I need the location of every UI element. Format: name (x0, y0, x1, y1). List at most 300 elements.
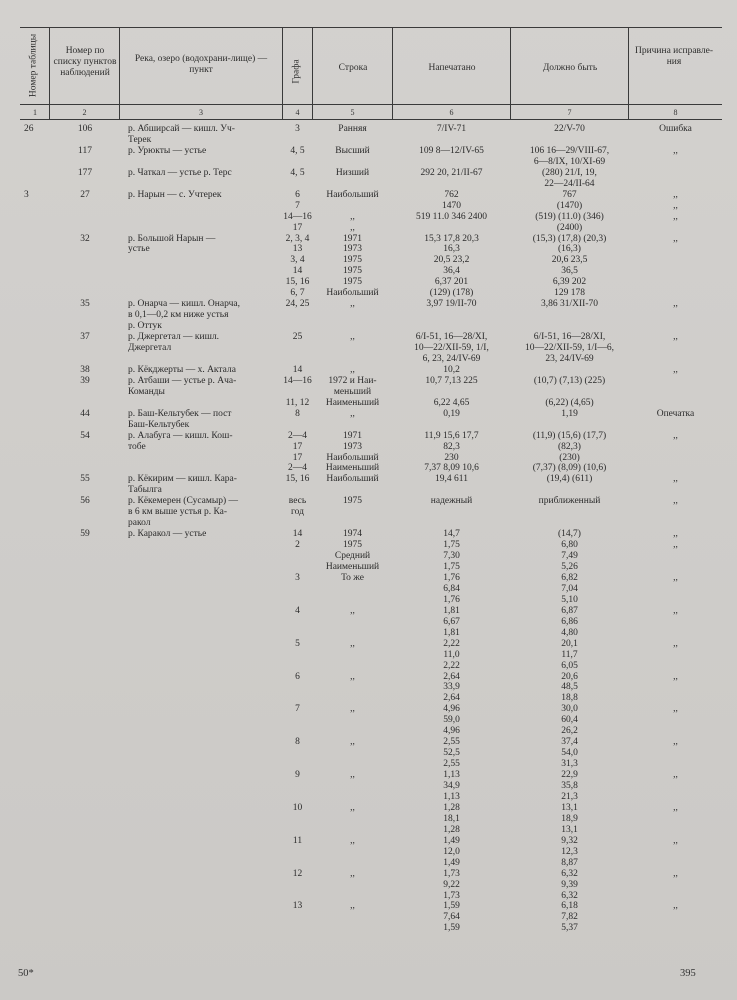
col-number: 4 (295, 108, 300, 117)
table-cell: 3 (295, 572, 300, 583)
table-cell: 14,7 (443, 529, 460, 540)
table-cell: Баш-Кельтубек (128, 419, 190, 430)
table-cell: р. Кёкджерты — х. Актала (128, 364, 236, 375)
header-point-number: Номер по списку пунктов наблюдений (53, 46, 117, 78)
table-cell: ,, (673, 430, 678, 441)
header-should-be: Должно быть (542, 63, 598, 73)
table-cell: 109 8—12/IV-65 (419, 145, 484, 156)
table-cell: 1,76 (443, 572, 460, 583)
table-cell: 767 (562, 189, 577, 200)
table-cell: 10—22/XII-59, 1/I—6, (525, 343, 614, 353)
table-cell: 10,2 (443, 364, 460, 375)
table-cell: 1,59 (443, 923, 460, 934)
table-cell: (230) (559, 452, 580, 463)
table-cell: 52,5 (443, 748, 460, 759)
table-cell: Терек (128, 134, 152, 145)
col-divider (312, 28, 313, 120)
table-cell: ,, (673, 233, 678, 244)
table-cell: 6,86 (561, 616, 578, 627)
table-cell: 1,49 (443, 857, 460, 868)
table-cell: 1,13 (443, 791, 460, 802)
table-cell: 34,9 (443, 781, 460, 791)
table-cell: 7,30 (443, 551, 460, 562)
table-cell: Команды (128, 386, 165, 397)
table-cell: 2,22 (443, 660, 460, 671)
header-row: Строка (338, 63, 368, 73)
header-table-number: Номер таблицы (28, 33, 39, 98)
header-column: Графа (291, 59, 302, 84)
table-cell: ,, (673, 638, 678, 649)
table-cell: ракол (128, 518, 151, 529)
table-cell: 106 (77, 124, 93, 134)
table-cell: 17 (292, 441, 303, 452)
table-cell: 54,0 (561, 748, 578, 759)
table-cell: ,, (350, 802, 355, 813)
table-cell: р. Баш-Кельтубек — пост (128, 408, 232, 419)
table-cell: ,, (350, 868, 355, 879)
table-cell: 13,1 (561, 824, 578, 835)
table-cell: ,, (350, 364, 355, 375)
table-cell: 35,8 (561, 781, 578, 791)
table-cell: 10 (292, 802, 303, 813)
table-cell: р. Алабуга — кишл. Кош- (128, 430, 233, 441)
table-cell: 4, 5 (290, 145, 305, 156)
numbers-rule (20, 119, 722, 120)
table-cell: 9,22 (443, 879, 460, 890)
col-divider (119, 28, 120, 120)
table-cell: 6 (295, 671, 300, 682)
table-cell: 2,64 (443, 671, 460, 682)
table-cell: 6 (295, 189, 300, 200)
col-divider (510, 28, 511, 120)
table-cell: 7 (295, 200, 300, 211)
col-number: 1 (33, 108, 37, 117)
table-cell: 17 (292, 222, 303, 233)
table-cell: Низший (335, 167, 370, 178)
table-cell: 1972 и Наи- (328, 375, 377, 386)
table-cell: 6, 7 (290, 288, 305, 299)
table-cell: (10,7) (7,13) (225) (533, 375, 606, 386)
table-cell: ,, (350, 408, 355, 419)
table-cell: 60,4 (561, 715, 578, 726)
table-cell: 26,2 (561, 726, 578, 737)
table-cell: 44 (80, 408, 90, 419)
table-cell: 2,55 (443, 759, 460, 770)
table-cell: 6,32 (561, 890, 578, 901)
table-cell: устье (128, 244, 150, 255)
col-number: 7 (567, 108, 572, 117)
table-cell: ,, (673, 901, 678, 912)
table-cell: меньший (333, 386, 372, 397)
table-cell: 2, 3, 4 (285, 233, 310, 244)
table-cell: 24, 25 (285, 299, 310, 310)
table-cell: 18,1 (443, 813, 460, 824)
table-cell: 1974 (343, 529, 362, 540)
table-cell: ,, (673, 868, 678, 879)
table-cell: 14—16 (283, 375, 312, 386)
table-cell: 2,55 (443, 737, 460, 748)
table-cell: 2—4 (288, 463, 307, 474)
table-cell: (82,3) (558, 441, 581, 452)
table-cell: 11,7 (561, 649, 578, 660)
table-cell: 12,3 (561, 846, 578, 857)
table-cell: 0,19 (443, 408, 460, 419)
table-cell: ,, (350, 332, 355, 343)
table-cell: 9,32 (561, 835, 578, 846)
table-cell: (16,3) (558, 244, 581, 255)
table-cell: Табылга (128, 485, 162, 496)
table-cell: 59 (80, 529, 90, 540)
table-cell: 8 (295, 737, 300, 748)
table-cell: 37 (80, 332, 90, 343)
page-number: 395 (680, 968, 696, 979)
table-cell: То же (341, 572, 364, 583)
table-cell: р. Абширсай — кишл. Уч- (128, 124, 235, 134)
table-cell: 6,39 202 (552, 277, 587, 288)
table-cell: р. Кёкирим — кишл. Кара- (128, 474, 237, 485)
table-cell: р. Джергетал — кишл. (128, 332, 220, 343)
table-cell: 6,32 (561, 868, 578, 879)
table-cell: ,, (673, 145, 678, 156)
table-cell: 6/I-51, 16—28/XI, (533, 332, 606, 343)
header-reason: Причина исправле-ния (634, 46, 714, 67)
table-cell: 8,87 (561, 857, 578, 868)
table-cell: 13 (292, 901, 303, 912)
table-cell: надежный (430, 496, 473, 507)
table-cell: р. Нарын — с. Учтерек (128, 189, 222, 200)
table-cell: 6,22 4,65 (433, 397, 470, 408)
table-cell: (2400) (556, 222, 583, 233)
table-cell: ,, (673, 529, 678, 540)
table-cell: Ошибка (659, 124, 692, 134)
table-cell: 2 (295, 540, 300, 551)
table-cell: ,, (673, 572, 678, 583)
table-cell: ,, (673, 200, 678, 211)
table-cell: ,, (350, 901, 355, 912)
table-cell: 15, 16 (285, 474, 310, 485)
table-cell: (11,9) (15,6) (17,7) (532, 430, 607, 441)
table-cell: ,, (673, 211, 678, 222)
table-cell: 1,81 (443, 605, 460, 616)
table-cell: р. Оттук (128, 321, 162, 332)
table-cell: 14 (292, 529, 303, 540)
table-cell: 1,49 (443, 835, 460, 846)
table-cell: 1973 (343, 441, 362, 452)
table-cell: р. Кёкемерен (Сусамыр) — (128, 496, 239, 507)
col-divider (49, 28, 50, 120)
col-divider (628, 28, 629, 120)
table-cell: 10,7 7,13 225 (425, 375, 478, 386)
table-cell: ,, (350, 222, 355, 233)
table-cell: 1975 (343, 496, 362, 507)
table-cell: 32 (80, 233, 90, 244)
table-cell: 35 (80, 299, 90, 310)
table-cell: ,, (673, 332, 678, 343)
table-cell: 106 16—29/VIII-67, (529, 145, 610, 156)
table-cell: 6,67 (443, 616, 460, 627)
table-cell: 26 (24, 124, 34, 134)
table-cell: 22—24/II-64 (544, 178, 595, 189)
table-cell: Средний (334, 551, 371, 562)
table-cell: весь (288, 496, 307, 507)
table-cell: 11,9 15,6 17,7 (424, 430, 479, 441)
table-cell: 14 (292, 266, 303, 277)
table-cell: 37,4 (561, 737, 578, 748)
table-cell: 20,6 23,5 (551, 255, 588, 266)
table-cell: 22/V-70 (554, 124, 585, 134)
table-cell: 5,26 (561, 562, 578, 572)
table-cell: 1,76 (443, 594, 460, 605)
table-cell: ,, (673, 540, 678, 551)
table-cell: Наименьший (325, 463, 380, 474)
table-cell: 1,19 (561, 408, 578, 419)
table-cell: Наибольший (326, 452, 379, 463)
col-number: 5 (350, 108, 355, 117)
table-cell: 762 (444, 189, 459, 200)
table-cell: 2—4 (288, 430, 307, 441)
table-cell: 3 (24, 189, 29, 200)
table-cell: 1975 (343, 255, 362, 266)
table-cell: Наименьший (325, 562, 380, 572)
table-cell: Ранняя (338, 124, 367, 134)
table-cell: 20,6 (561, 671, 578, 682)
table-cell: 38 (80, 364, 90, 375)
table-cell: 519 11.0 346 2400 (416, 211, 487, 222)
table-cell: 7,64 (443, 912, 460, 923)
table-cell: р. Большой Нарын — (128, 233, 216, 244)
table-cell: 6,84 (443, 583, 460, 594)
table-cell: 30,0 (561, 704, 578, 715)
table-cell: 13,1 (561, 802, 578, 813)
table-cell: 11, 12 (285, 397, 310, 408)
col-divider (392, 28, 393, 120)
table-cell: в 6 км выше устья р. Ка- (128, 507, 228, 518)
table-cell: р. Чаткал — устье р. Терс (128, 167, 232, 178)
table-cell: 4,96 (443, 704, 460, 715)
table-cell: 1,73 (443, 868, 460, 879)
table-cell: (1470) (556, 200, 583, 211)
table-cell: ,, (673, 737, 678, 748)
col-number: 6 (449, 108, 454, 117)
table-cell: 3,86 31/XII-70 (541, 299, 598, 310)
table-cell: 13 (292, 244, 303, 255)
header-rule (20, 104, 722, 105)
table-cell: (19,4) (611) (546, 474, 593, 485)
top-rule (20, 27, 722, 28)
table-cell: ,, (673, 364, 678, 375)
table-cell: ,, (350, 770, 355, 781)
table-cell: 3,97 19/II-70 (426, 299, 477, 310)
table-cell: 22,9 (561, 770, 578, 781)
table-cell: (280) 21/I, 19, (542, 167, 597, 178)
table-cell: 19,4 611 (435, 474, 468, 485)
table-cell: 55 (80, 474, 90, 485)
table-cell: 6,80 (561, 540, 578, 551)
table-cell: ,, (673, 802, 678, 813)
table-cell: 20,5 23,2 (433, 255, 470, 266)
table-cell: 39 (80, 375, 90, 386)
table-cell: ,, (673, 704, 678, 715)
table-cell: 54 (80, 430, 90, 441)
table-cell: 230 (444, 452, 459, 463)
table-cell: ,, (350, 704, 355, 715)
table-cell: р. Урюкты — устье (128, 145, 207, 156)
table-cell: (129) (178) (429, 288, 474, 299)
table-cell: 6—8/IX, 10/XI-69 (533, 156, 606, 167)
col-number: 3 (199, 108, 203, 117)
table-cell: 7,37 8,09 10,6 (424, 463, 479, 474)
table-cell: 6,37 201 (434, 277, 469, 288)
col-number: 8 (673, 108, 678, 117)
table-cell: 3, 4 (290, 255, 305, 266)
table-cell: 14 (292, 364, 303, 375)
table-cell: 8 (295, 408, 300, 419)
table-cell: 7,04 (561, 583, 578, 594)
table-cell: (14,7) (558, 529, 581, 540)
table-cell: 17 (292, 452, 303, 463)
table-cell: 9 (295, 770, 300, 781)
table-cell: 5 (295, 638, 300, 649)
table-cell: 7,82 (561, 912, 578, 923)
table-cell: 117 (78, 145, 92, 156)
table-cell: 1971 (343, 430, 362, 441)
table-cell: 21,3 (561, 791, 578, 802)
table-cell: ,, (673, 474, 678, 485)
table-cell: ,, (350, 638, 355, 649)
table-cell: (7,37) (8,09) (10,6) (532, 463, 607, 474)
table-cell: 1,28 (443, 802, 460, 813)
table-cell: Наибольший (326, 189, 379, 200)
table-cell: 33,9 (443, 682, 460, 693)
table-cell: 129 178 (554, 288, 585, 299)
table-cell: ,, (673, 671, 678, 682)
table-cell: в 0,1—0,2 км ниже устья (128, 310, 229, 321)
table-cell: 23, 24/IV-69 (545, 353, 594, 364)
table-cell: ,, (350, 737, 355, 748)
table-cell: ,, (673, 770, 678, 781)
table-cell: 16,3 (443, 244, 460, 255)
table-cell: (519) (11.0) (346) (535, 211, 604, 222)
table-cell: (6,22) (4,65) (545, 397, 594, 408)
table-cell: 12,0 (443, 846, 460, 857)
table-cell: ,, (673, 835, 678, 846)
table-cell: 20,1 (561, 638, 578, 649)
table-cell: 18,8 (561, 693, 578, 704)
table-cell: 1,75 (443, 562, 460, 572)
table-cell: 36,4 (443, 266, 460, 277)
table-cell: 5,37 (561, 923, 578, 934)
table-cell: 7,49 (561, 551, 578, 562)
table-cell: 1,28 (443, 824, 460, 835)
table-cell: 4 (295, 605, 300, 616)
table-cell: ,, (673, 496, 678, 507)
table-cell: ,, (673, 299, 678, 310)
table-cell: 9,39 (561, 879, 578, 890)
table-cell: ,, (673, 605, 678, 616)
table-cell: 1975 (343, 266, 362, 277)
table-cell: ,, (350, 299, 355, 310)
table-cell: 5,10 (561, 594, 578, 605)
table-cell: Наибольший (326, 288, 379, 299)
table-cell: (15,3) (17,8) (20,3) (532, 233, 607, 244)
table-cell: 1,59 (443, 901, 460, 912)
table-cell: 12 (292, 868, 303, 879)
table-cell: Джергетал (128, 343, 172, 353)
table-cell: ,, (350, 605, 355, 616)
table-cell: ,, (350, 211, 355, 222)
header-river: Река, озеро (водохрани-лище) — пункт (134, 54, 268, 75)
table-cell: 6,82 (561, 572, 578, 583)
table-cell: 4, 5 (290, 167, 305, 178)
table-cell: р. Каракол — устье (128, 529, 207, 540)
table-cell: 6/I-51, 16—28/XI, (415, 332, 488, 343)
table-cell: 82,3 (443, 441, 460, 452)
table-cell: 36,5 (561, 266, 578, 277)
col-divider (282, 28, 283, 120)
table-cell: 1,75 (443, 540, 460, 551)
table-cell: 1973 (343, 244, 362, 255)
table-cell: 14—16 (283, 211, 312, 222)
table-cell: 1470 (442, 200, 461, 211)
table-cell: 15,3 17,8 20,3 (424, 233, 479, 244)
table-cell: 1,13 (443, 770, 460, 781)
table-cell: 177 (77, 167, 93, 178)
table-cell: 2,22 (443, 638, 460, 649)
table-cell: 18,9 (561, 813, 578, 824)
table-cell: 1975 (343, 540, 362, 551)
table-cell: 3 (295, 124, 300, 134)
table-cell: ,, (350, 671, 355, 682)
table-cell: 6, 23, 24/IV-69 (422, 353, 481, 364)
table-cell: 4,96 (443, 726, 460, 737)
table-cell: 292 20, 21/II-67 (420, 167, 483, 178)
table-cell: 25 (292, 332, 303, 343)
table-cell: 6,05 (561, 660, 578, 671)
table-cell: 11,0 (443, 649, 460, 660)
table-cell: Наибольший (326, 474, 379, 485)
table-cell: 31,3 (561, 759, 578, 770)
table-cell: приближенный (538, 496, 601, 507)
table-cell: р. Онарча — кишл. Онарча, (128, 299, 240, 310)
col-number: 2 (82, 108, 87, 117)
table-cell: Опечатка (656, 408, 695, 419)
footer-left: 50* (18, 968, 34, 979)
table-cell: 1971 (343, 233, 362, 244)
table-cell: 1,81 (443, 627, 460, 638)
table-cell: 10—22/XII-59, 1/I, (414, 343, 489, 353)
table-cell: 59,0 (443, 715, 460, 726)
header-printed: Напечатано (428, 63, 476, 73)
table-cell: тобе (128, 441, 146, 452)
table-cell: 4,80 (561, 627, 578, 638)
table-cell: 48,5 (561, 682, 578, 693)
table-cell: 56 (80, 496, 90, 507)
table-cell: 15, 16 (285, 277, 310, 288)
table-cell: 7/IV-71 (436, 124, 467, 134)
table-cell: Наименьший (325, 397, 380, 408)
table-cell: р. Атбаши — устье р. Ача- (128, 375, 237, 386)
table-cell: ,, (350, 835, 355, 846)
table-cell: 6,18 (561, 901, 578, 912)
table-cell: 1975 (343, 277, 362, 288)
table-cell: год (291, 507, 304, 518)
table-cell: ,, (673, 189, 678, 200)
table-cell: 27 (80, 189, 90, 200)
table-cell: 6,87 (561, 605, 578, 616)
table-cell: 11 (292, 835, 303, 846)
table-cell: 7 (295, 704, 300, 715)
table-cell: 2,64 (443, 693, 460, 704)
